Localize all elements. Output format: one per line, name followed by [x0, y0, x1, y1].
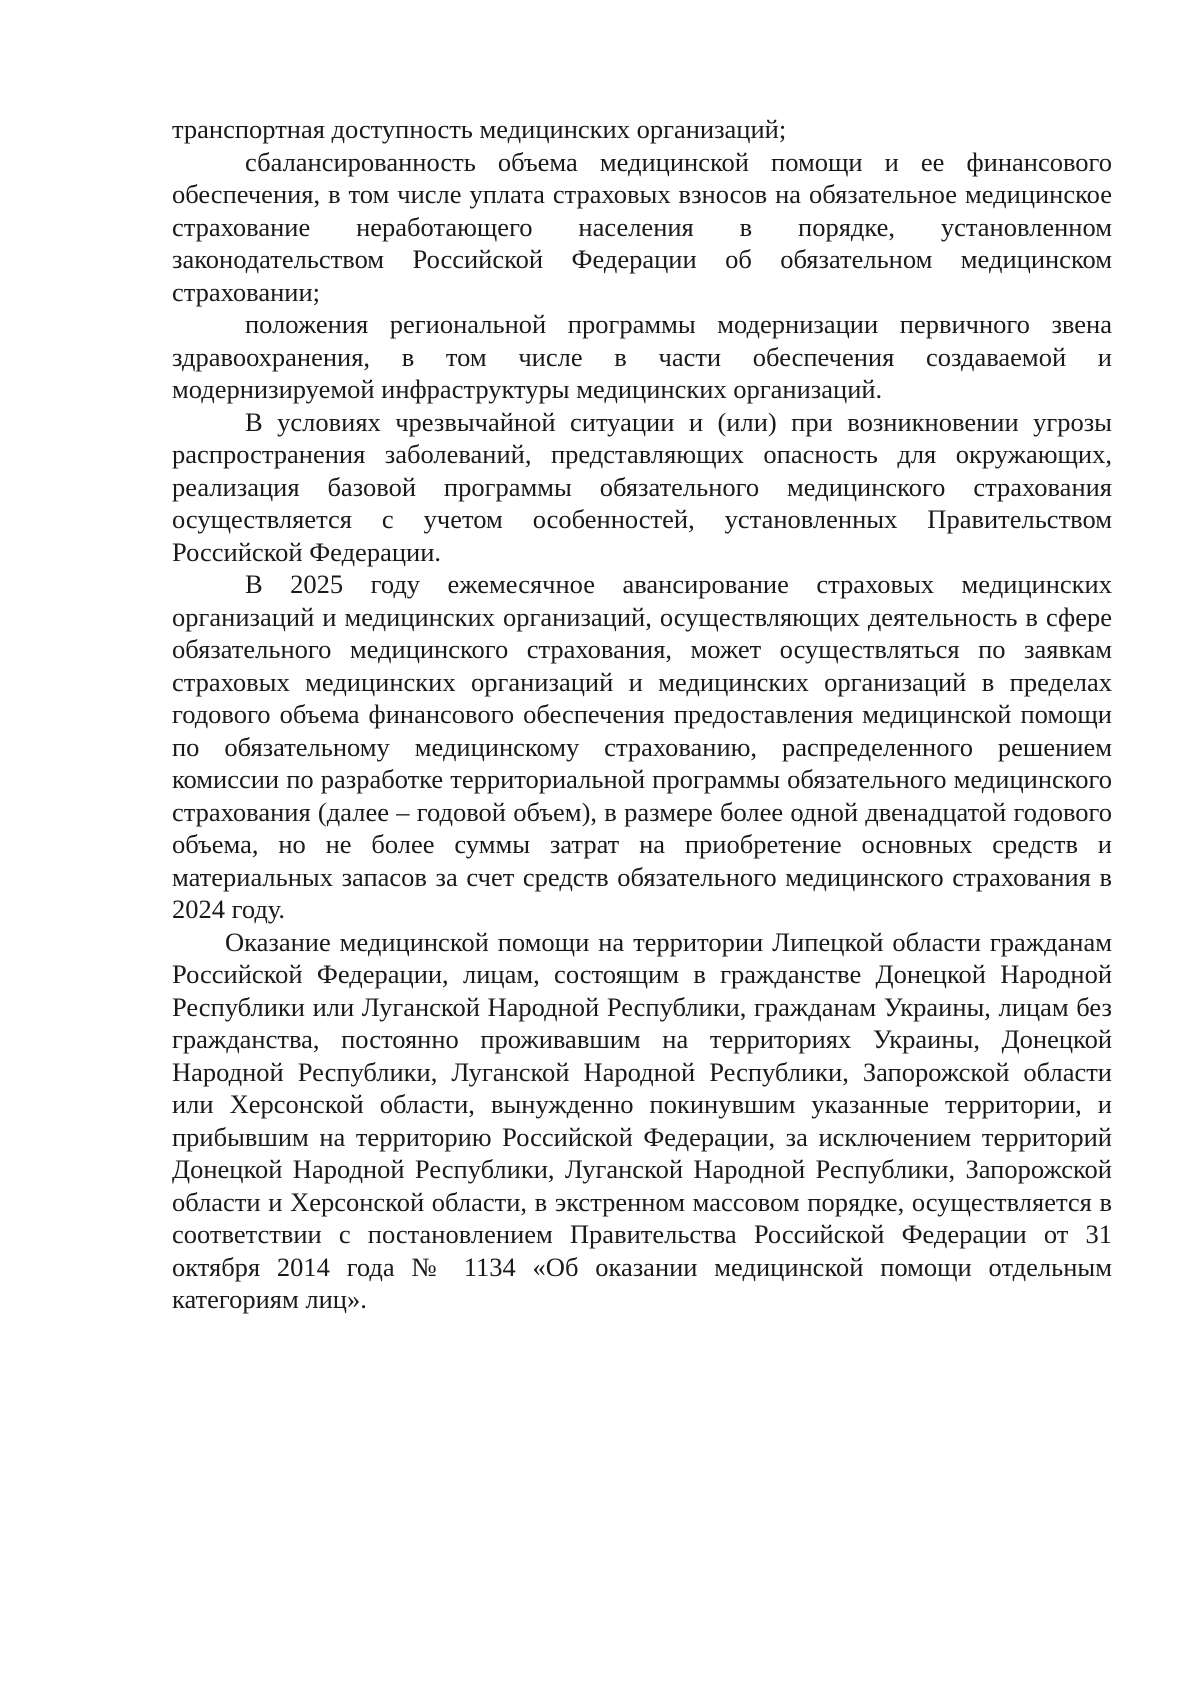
paragraph-balance-of-volume: сбалансированность объема медицинской помощи и ее финансового обеспечения, в том числе уплата страховых взносов на обязательное медицинское страхование неработающего населения в порядке, установленном законодательством Российской Федерации об обязательном медицинском страховании;: [172, 146, 1112, 307]
paragraph-transport-accessibility: транспортная доступность медицинских организаций;: [172, 114, 787, 144]
paragraph-advance-payment-2025: В 2025 году ежемесячное авансирование страховых медицинских организаций и медицинских организаций, осуществляющих деятельность в сфере обязательного медицинского страхования, может осуществляться по заявкам страховых медицинских организаций и медицинских организаций в пределах годового объема финансового обеспечения предоставления медицинской помощи по обязательному медицинскому страхованию, распределенного решением комиссии по разработке территориальной программы обязательного медицинского страхования (далее – годовой объем), в размере более одной двенадцатой годового объема, но не более суммы затрат на приобретение основных средств и материальных запасов за счет средств обязательного медицинского страхования в 2024 году.: [172, 569, 1112, 924]
paragraph-medical-care-provision: Оказание медицинской помощи на территории Липецкой области гражданам Российской Федерации, лицам, состоящим в гражданстве Донецкой Народной Республики или Луганской Народной Республики, гражданам Украины, лицам без гражданства, постоянно проживавшим на территориях Украины, Донецкой Народной Республики, Луганской Народной Республики, Запорожской области или Херсонской области, вынужденно покинувшим указанные территории, и прибывшим на территорию Российской Федерации, за исключением территорий Донецкой Народной Республики, Луганской Народной Республики, Запорожской области и Херсонской области, в экстренном массовом порядке, осуществляется в соответствии с постановлением Правительства Российской Федерации от 31 октября 2014 года № 1134 «Об оказании медицинской помощи отдельным категориям лиц».: [172, 926, 1112, 1314]
paragraph-emergency-conditions: В условиях чрезвычайной ситуации и (или) при возникновении угрозы распространения заболеваний, представляющих опасность для окружающих, реализация базовой программы обязательного медицинского страхования осуществляется с учетом особенностей, установленных Правительством Российской Федерации.: [172, 406, 1112, 567]
document-body: [172, 113, 1112, 1316]
paragraph-modernization-program: положения региональной программы модернизации первичного звена здравоохранения, в том числе в части обеспечения создаваемой и модернизируемой инфраструктуры медицинских организаций.: [172, 309, 1112, 404]
